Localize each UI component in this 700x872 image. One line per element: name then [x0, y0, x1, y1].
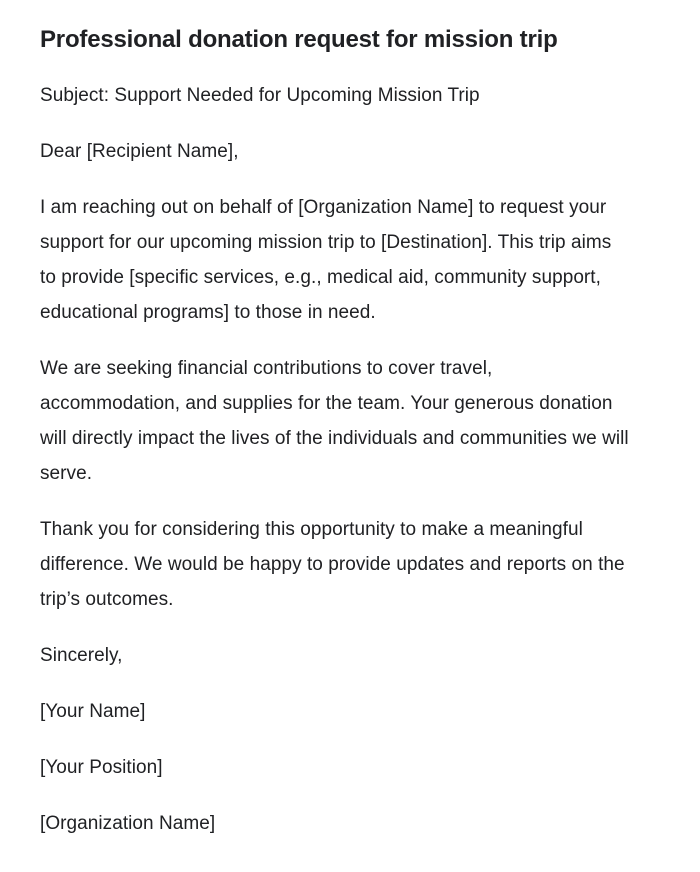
signature-position: [Your Position]: [40, 757, 163, 778]
letter-body: [40, 78, 632, 841]
page-title: Professional donation request for mission trip: [40, 26, 558, 53]
signature-organization: [Organization Name]: [40, 813, 216, 834]
body-paragraph-3: Thank you for considering this opportunity to make a meaningful difference. We would be happy to provide updates and reports on the trip’s outcomes.: [40, 519, 625, 610]
salutation: Dear [Recipient Name],: [40, 141, 239, 162]
body-paragraph-2: We are seeking financial contributions to cover travel, accommodation, and supplies for the team. Your generous donation will directly impact the lives of the individuals and communities we will serve.: [40, 358, 629, 484]
subject-line: Subject: Support Needed for Upcoming Mission Trip: [40, 85, 480, 106]
closing: Sincerely,: [40, 645, 123, 666]
signature-name: [Your Name]: [40, 701, 146, 722]
body-paragraph-1: I am reaching out on behalf of [Organization Name] to request your support for our upcoming mission trip to [Destination]. This trip aims to provide [specific services, e.g., medical aid, community support, educational programs] to those in need.: [40, 197, 612, 323]
